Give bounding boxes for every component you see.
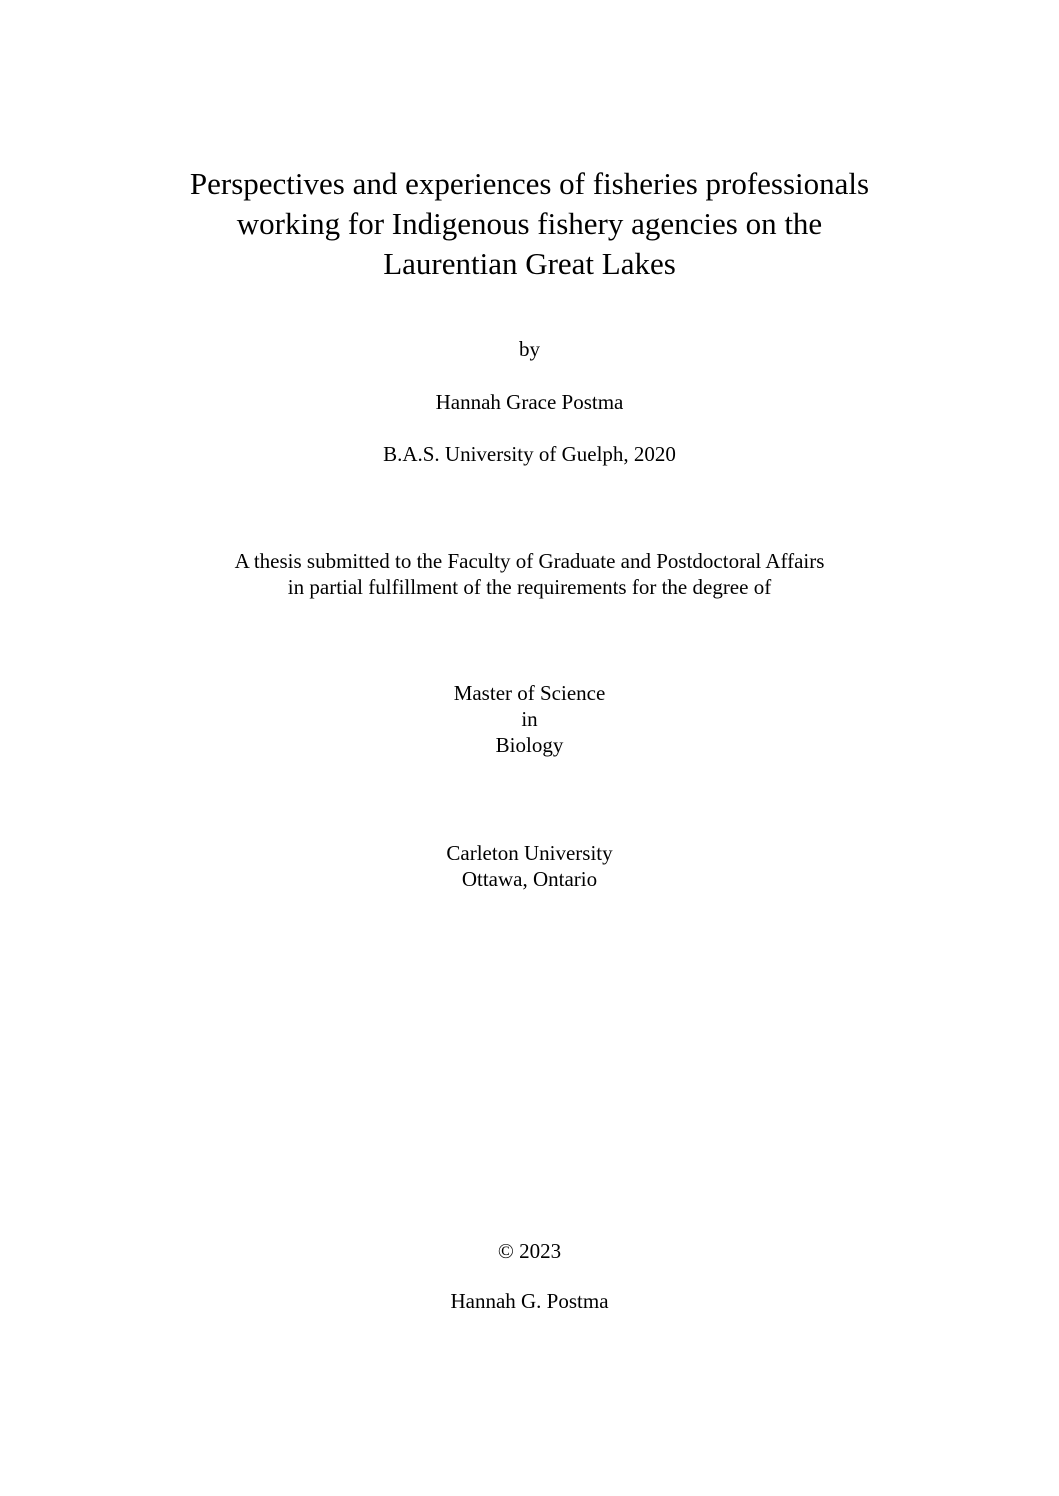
submission-statement-line-1: A thesis submitted to the Faculty of Graduate and Postdoctoral Affairs — [234, 549, 825, 573]
institution-location: Ottawa, Ontario — [461, 867, 598, 891]
thesis-title — [0, 164, 1059, 284]
copyright-holder: Hannah G. Postma — [450, 1289, 609, 1313]
institution-block — [0, 840, 1059, 892]
degree-field: Biology — [495, 733, 564, 757]
prior-degree: B.A.S. University of Guelph, 2020 — [383, 442, 676, 466]
thesis-title-line-3: Laurentian Great Lakes — [383, 246, 676, 281]
thesis-title-line-1: Perspectives and experiences of fisheries professionals — [189, 166, 870, 201]
degree-name: Master of Science — [453, 681, 606, 705]
by-label: by — [519, 337, 540, 361]
thesis-title-line-2: working for Indigenous fishery agencies on the — [236, 206, 823, 241]
institution-name: Carleton University — [446, 841, 613, 865]
submission-statement-line-2: in partial fulfillment of the requirements for the degree of — [287, 575, 772, 599]
degree-connector: in — [521, 707, 538, 731]
submission-statement — [0, 548, 1059, 600]
copyright-notice: © 2023 — [497, 1239, 562, 1263]
degree-block — [0, 680, 1059, 758]
author-name: Hannah Grace Postma — [435, 390, 624, 414]
